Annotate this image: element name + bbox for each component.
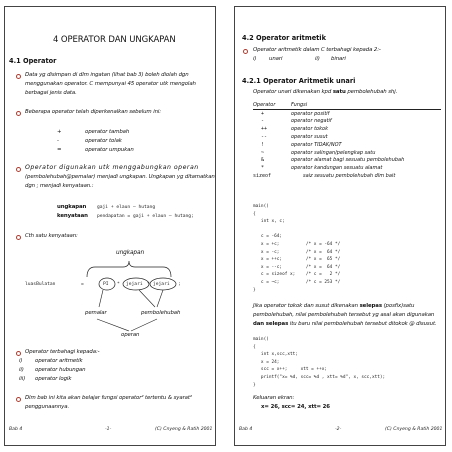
chapter-title: 4 OPERATOR DAN UNGKAPAN — [53, 35, 176, 45]
subsection-heading: 4.2.1 Operator Aritmetik unari — [242, 77, 356, 85]
output-value: x= 26, scc= 24, xtt= 26 — [261, 404, 330, 410]
output-label: Keluaran ekran: — [253, 395, 295, 401]
paragraph-line: pembolehubah, nilai pembolehubah tersebut yg asal akan digunakan — [253, 312, 435, 318]
ungkapan-label: ungkapan — [57, 204, 87, 210]
unary-operator-table — [253, 101, 441, 180]
ungkapan-code: gaji + elaun – hutang — [97, 205, 156, 210]
diagram-star: * — [117, 282, 120, 287]
list-item: operator logik — [35, 376, 72, 382]
paragraph: Cth satu kenyataan: — [25, 233, 78, 239]
paragraph: Operator terbahagi kepada:- — [25, 349, 100, 355]
diagram-jejari: jejari — [153, 282, 170, 287]
footer-page-number: -1- — [105, 427, 112, 432]
table-row: - operator negatif — [261, 118, 332, 125]
table-row: ~ operator salingan/pelengkap satu — [261, 149, 376, 156]
table-row: -- operator susut — [261, 134, 328, 141]
diagram-star: * — [147, 282, 150, 287]
diagram-semicolon: ; — [178, 282, 181, 287]
diagram-pi: PI — [103, 282, 109, 287]
list-item: unari — [269, 56, 283, 62]
paragraph: Operator aritmetik dalam C terbahagi kepada 2:- — [253, 47, 381, 53]
diagram-jejari: jejari — [126, 282, 143, 287]
kenyataan-code: pendapatan = gaji + elaun – hutang; — [97, 214, 194, 219]
kenyataan-label: kenyataan — [57, 213, 88, 219]
op-description: operator tolak — [85, 138, 122, 144]
table-row: + operator positif — [261, 110, 330, 117]
paragraph-line: Jika operator tokok dan susut dikenakan selepas (posfix)satu — [253, 303, 415, 309]
footer-page-number: -2- — [335, 427, 342, 432]
list-number: iii) — [19, 376, 26, 382]
list-item: binari — [331, 56, 346, 62]
op-description: operator tambah — [85, 129, 130, 135]
paragraph-line: Data yg disimpan di dlm ingatan (lihat bab 3) boleh diolah dgn — [25, 72, 189, 78]
paragraph-line: Operator digunakan utk menggabungkan operan — [25, 164, 199, 171]
paragraph: Beberapa operator telah diperkenalkan sebelum ini: — [25, 109, 162, 115]
bullet-icon — [16, 397, 21, 402]
table-row: & operator alamat bagi sesuatu pembolehubah — [261, 157, 405, 164]
op-symbol: + — [57, 129, 62, 135]
op-symbol: - — [57, 138, 59, 144]
page-2 — [234, 6, 446, 446]
footer-chapter: Bab 4 — [239, 427, 253, 432]
table-row: * operator kandungan sesuatu alamat — [261, 165, 383, 172]
paragraph-line: berbagai jenis data. — [25, 90, 77, 96]
bullet-icon — [243, 49, 248, 54]
paragraph-line: dan selepas itu baru nilai pembolehubah tersebut ditokok @ disusut. — [253, 321, 437, 327]
diagram-label-pembolehubah: pembolehubah — [141, 310, 181, 316]
footer-copyright: (C) Cnyeng & Ratih 2001 — [385, 427, 443, 432]
diagram-label-ungkapan: ungkapan — [116, 250, 145, 256]
paragraph-line: penggunaannya. — [25, 404, 70, 410]
footer-copyright: (C) Cnyeng & Ratih 2001 — [155, 427, 213, 432]
list-number: ii) — [315, 56, 320, 62]
section-heading: 4.1 Operator — [9, 57, 57, 65]
code-sample-postfix: main() { int x,scc,xtt; x = 24; scc = x++; xtt = ++x; printf("x= %d, scc= %d , xtt= %d", x, scc,xtt); } — [253, 337, 386, 388]
table-row: ! operator TIDAK/NOT — [261, 141, 342, 148]
list-item: operator hubungan — [35, 367, 86, 373]
section-heading: 4.2 Operator aritmetik — [242, 34, 326, 42]
list-number: i) — [253, 56, 257, 62]
diagram-label-pemalar: pemalar — [85, 310, 107, 316]
diagram-equals: = — [81, 282, 84, 287]
list-number: ii) — [19, 367, 24, 373]
diagram-label-operan: operan — [121, 332, 140, 338]
footer-chapter: Bab 4 — [9, 427, 23, 432]
page-1 — [4, 6, 216, 446]
list-item: operator aritmetik — [35, 358, 83, 364]
paragraph-line: menggunakan operator. C mempunyai 45 operator utk mengolah — [25, 81, 196, 87]
paragraph-line: Dlm bab ini kita akan belajar fungsi operator² tertentu & syarat² — [25, 395, 192, 401]
paragraph-line: (pembolehubah@pemalar) menjadi ungkapan. Ungkapan yg ditamatkan — [25, 174, 215, 180]
bullet-icon — [16, 351, 21, 356]
diagram-lhs: luasBulatan — [25, 282, 56, 287]
paragraph: Operator unari dikenakan kpd satu pembolehubah shj. — [253, 89, 398, 95]
paragraph-line: dgn ; menjadi kenyataan.: — [25, 183, 94, 189]
table-header: Operator — [253, 101, 291, 109]
list-number: i) — [19, 358, 23, 364]
table-header: Fungsi — [291, 101, 441, 109]
table-row: sizeof saiz sesuatu pembolehubah dlm bait — [253, 173, 396, 180]
op-symbol: = — [57, 147, 62, 153]
op-description: operator umpukan — [85, 147, 134, 153]
table-row: ++ operator tokok — [261, 126, 328, 133]
code-sample-unary: main() { int x, c; c = -64; x = +c; /* x = -64 */ x = -c; /* x = 64 */ x = ++c; /* x = 65 */ x = --c; /* x = 64 */ c = sizeof x; /* c = 2 */ c = ~c; /* c = 253 */ } — [253, 204, 341, 293]
